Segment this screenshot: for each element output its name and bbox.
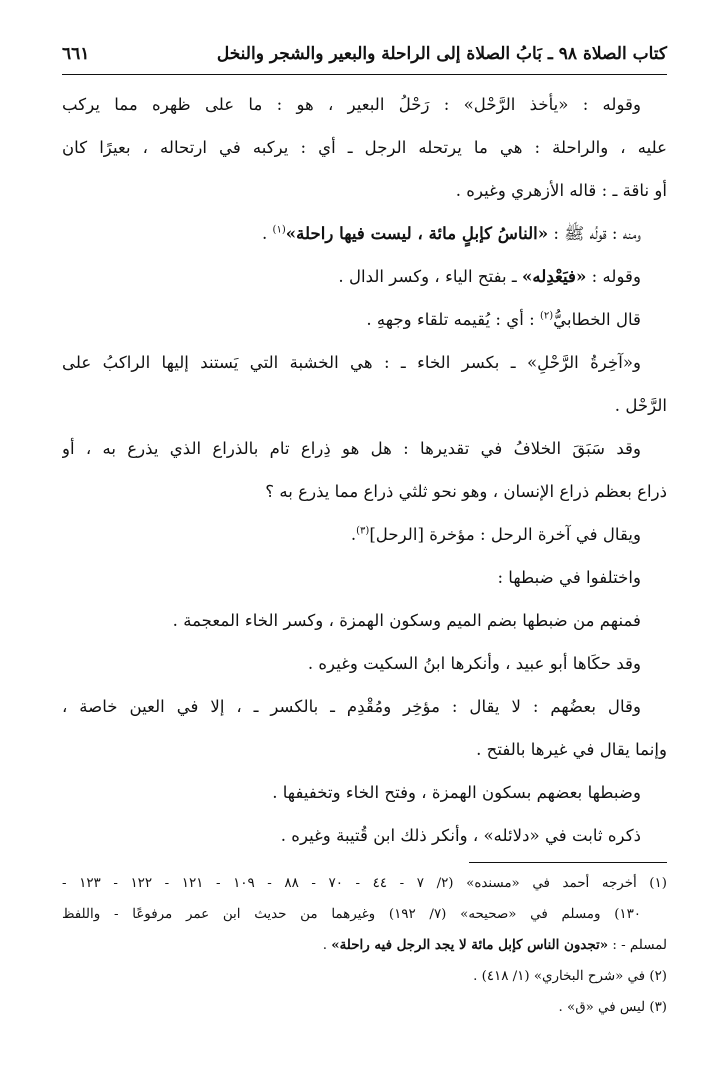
text-line: الرَّحْل . <box>614 396 667 415</box>
text-span: . <box>350 525 357 544</box>
text-line: أو ناقة ـ : قاله الأزهري وغيره . <box>455 181 667 200</box>
text-span: . <box>322 938 332 953</box>
text-line <box>62 212 667 255</box>
text-line: واختلفوا في ضبطها : <box>497 568 641 587</box>
quoted-word: «فيَعْدِله» <box>522 266 587 286</box>
text-line <box>62 298 667 341</box>
footnote-ref: (٣) <box>356 525 370 537</box>
text-line <box>62 513 667 556</box>
text-line: ذكره ثابت في «دلائله» ، وأنكر ذلك ابن قُتيبة وغيره . <box>280 826 641 845</box>
text-line: وضبطها بعضهم بسكون الهمزة ، وفتح الخاء وتخفيفها . <box>272 783 641 802</box>
text-line <box>62 255 667 298</box>
footnote-line: (٣) ليس في «ق» . <box>558 1000 667 1015</box>
hadith-quote: «الناسُ كإبلٍ مائة ، ليست فيها راحلة» <box>285 223 549 243</box>
footnote-ref: (٢) <box>539 310 554 322</box>
text-span: : أي : يُقيمه تلقاء وجههِ . <box>366 310 540 329</box>
page-number: ٦٦١ <box>62 44 90 64</box>
text-line: فمنهم من ضبطها بضم الميم وسكون الهمزة ، وكسر الخاء المعجمة . <box>172 611 641 630</box>
text-line: و«آخِرةُ الرَّحْلِ» ـ بكسر الخاء ـ : هي الخشبة التي يَستند إليها الراكبُ على <box>62 353 641 372</box>
footnote-line <box>62 930 667 961</box>
text-span: ويقال في آخرة الرحل : مؤخرة [الرحل] <box>369 525 641 544</box>
text-span: ومنه : قولُه ﷺ : <box>548 224 641 243</box>
main-text <box>62 83 667 857</box>
text-line: وقد حكَاها أبو عبيد ، وأنكرها ابنُ السكيت وغيره . <box>307 654 641 673</box>
text-line: وقال بعضُهم : لا يقال : مؤخِر ومُقْدِم ـ بالكسر ـ ، إلا في العين خاصة ، <box>62 697 641 716</box>
footnote-separator <box>469 862 667 863</box>
text-line: عليه ، والراحلة : هي ما يرتحله الرجل ـ أي : يركبه في ارتحاله ، بعيرًا كان <box>62 138 667 157</box>
text-span: قال الخطابيُّ <box>553 310 641 329</box>
footnote-line: (١) أخرجه أحمد في «مسنده» (٢/ ٧ - ٤٤ - ٧٠ - ٨٨ - ١٠٩ - ١٢١ - ١٢٢ - ١٢٣ - <box>62 876 667 891</box>
footnote-line: ١٣٠) ومسلم في «صحيحه» (٧/ ١٩٢) وغيرهما من حديث ابن عمر مرفوعًا - واللفظ <box>62 907 641 922</box>
text-span: ـ بفتح الياء ، وكسر الدال . <box>338 267 523 286</box>
text-line: وقد سَبَقَ الخلافُ في تقديرها : هل هو ذِراع تام بالذراع الذي يذرع به ، أو <box>62 439 641 458</box>
text-line: وقوله : «يأخذ الرَّحْل» : رَحْلُ البعير ، هو : ما على ظهره مما يركب <box>62 95 641 114</box>
text-span: . <box>261 224 273 243</box>
header-title: كتاب الصلاة ٩٨ ـ بَابُ الصلاة إلى الراحلة والبعير والشجر والنخل <box>216 44 667 64</box>
text-line: وإنما يقال في غيرها بالفتح . <box>476 740 667 759</box>
text-line: ذراع بعظم ذراع الإنسان ، وهو نحو ثلثي ذراع مما يذرع به ؟ <box>265 482 667 501</box>
hadith-quote: «تجدون الناس كإبل مائة لا يجد الرجل فيه راحلة» <box>331 937 609 953</box>
text-span: وقوله : <box>586 267 641 286</box>
text-span: لمسلم - : <box>608 938 667 953</box>
footnote-line: (٢) في «شرح البخاري» (١/ ٤١٨) . <box>473 969 667 984</box>
footnotes <box>62 868 667 1023</box>
running-header <box>62 40 667 75</box>
footnote-ref: (١) <box>272 224 286 236</box>
